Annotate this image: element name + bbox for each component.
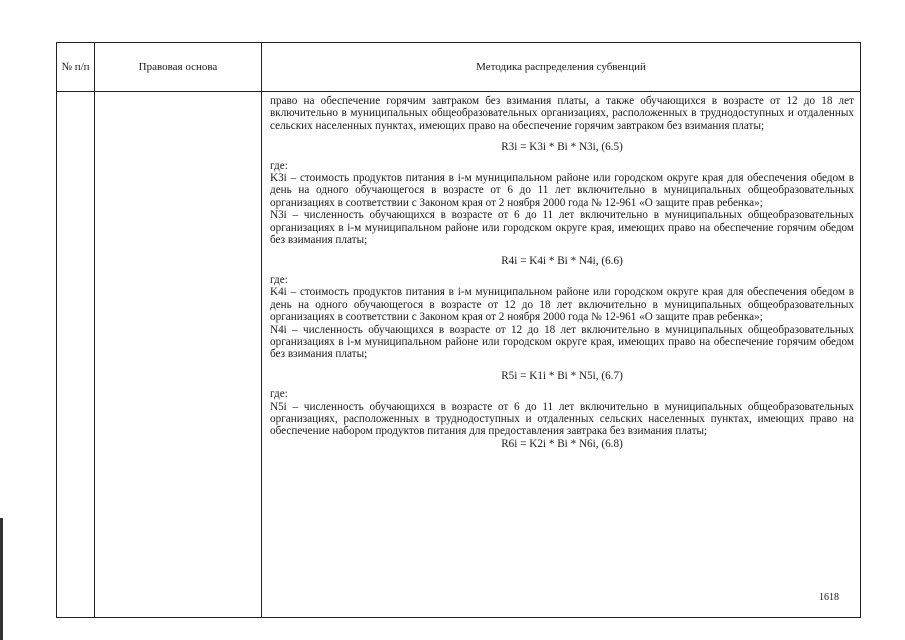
header-legal-basis-label: Правовая основа: [138, 61, 218, 73]
cell-number: [57, 92, 95, 618]
formula-line: R4i = K4i * Bi * N4i, (6.6): [501, 255, 623, 268]
text-paragraph: право на обеспечение горячим завтраком без взимания платы, а также обучающихся в возрасте от 12 до 18 лет включительно в муниципальных общеобразовательных организациях, расположенных в труднодоступных и отдаленных сельских населенных пунктах, имеющих право на обеспечение горячим завтраком без взимания платы;: [270, 95, 854, 132]
header-methodology: [262, 43, 861, 92]
text-paragraph: где:: [270, 388, 288, 401]
methodology-text: [262, 92, 860, 450]
cell-legal-basis: [95, 92, 262, 618]
text-paragraph: K4i – стоимость продуктов питания в i-м муниципальном районе или городском округе края для обеспечения обедом в день на одного обучающегося в возрасте от 12 до 18 лет включительно в муниципальных общеобразовательных организациях в соответствии с Законом края от 2 ноября 2000 года № 12-961 «О защите прав ребенка»;: [270, 286, 854, 324]
formula-line: R6i = K2i * Bi * N6i, (6.8): [501, 437, 623, 450]
text-paragraph: K3i – стоимость продуктов питания в i-м муниципальном районе или городском округе края для обеспечения обедом в день на одного обучающегося в возрасте от 6 до 11 лет включительно в муниципальных общеобразовательных организациях в соответствии с Законом края от 2 ноября 2000 года № 12-961 «О защите прав ребенка»;: [270, 172, 854, 209]
formula-line: R5i = K1i * Bi * N5i, (6.7): [501, 369, 623, 382]
text-paragraph: N5i – численность обучающихся в возрасте от 6 до 11 лет включительно в муниципальных общеобразовательных организациях, расположенных в труднодоступных и отдаленных сельских населенных пунктах, имеющих право на обеспечение набором продуктов питания для предоставления завтрака без взимания платы;: [270, 400, 854, 438]
table-header-row: [57, 43, 861, 92]
subsidy-methodology-table: [56, 42, 861, 618]
header-number: [57, 43, 95, 92]
header-number-label: № п/п: [61, 60, 90, 73]
header-methodology-label: Методика распределения субвенций: [476, 61, 646, 73]
text-paragraph: где:: [270, 273, 288, 286]
text-paragraph: где:: [270, 159, 288, 172]
text-paragraph: N3i – численность обучающихся в возрасте от 6 до 11 лет включительно в муниципальных общеобразовательных организациях в i-м муниципальном районе или городском округе края, имеющих право на обеспечение горячим обедом без взимания платы;: [270, 209, 854, 247]
table-row: [57, 92, 861, 618]
header-legal-basis: [95, 43, 262, 92]
cell-methodology: [262, 92, 861, 618]
page-number: 1618: [819, 592, 839, 603]
formula-line: R3i = K3i * Bi * N3i, (6.5): [501, 141, 623, 154]
text-paragraph: N4i – численность обучающихся в возрасте от 12 до 18 лет включительно в муниципальных общеобразовательных организациях в i-м муниципальном районе или городском округе края, имеющих право на обеспечение горячим обедом без взимания платы;: [270, 323, 854, 361]
scan-edge-line: [0, 518, 3, 640]
